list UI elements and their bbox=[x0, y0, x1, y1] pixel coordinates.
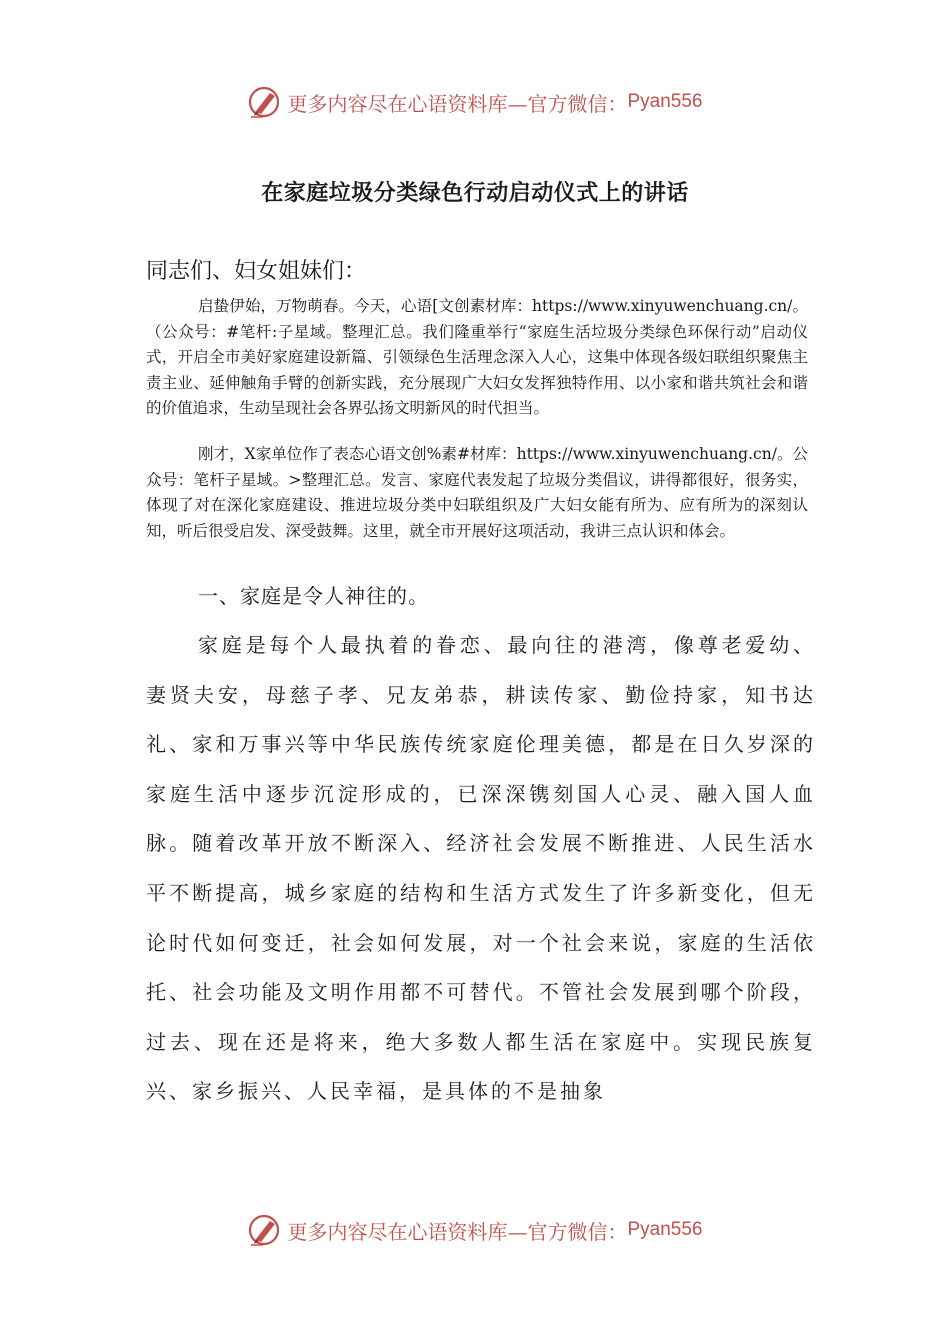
watermark-handle: Pyan556 bbox=[627, 1219, 703, 1240]
salutation: 同志们、妇女姐妹们： bbox=[146, 259, 367, 284]
section-heading: 一、家庭是令人神往的。 bbox=[198, 584, 429, 608]
watermark-banner-bottom bbox=[0, 1210, 950, 1250]
watermark-banner-top bbox=[0, 82, 950, 122]
watermark-text: 更多内容尽在心语资料库—官方微信： bbox=[287, 1219, 628, 1244]
body-paragraph: 家庭是每个人最执着的眷恋、最向往的港湾，像尊老爱幼、妻贤夫安，母慈子孝、兄友弟恭，耕读传家、勤俭持家，知书达礼、家和万事兴等中华民族传统家庭伦理美德，都是在日久岁深的家庭生活中逐步沉淀形成的，已深深镌刻国人心灵、融入国人血脉。随着改革开放不断深入、经济社会发展不断推进、人民生活水平不断提高，城乡家庭的结构和生活方式发生了许多新变化，但无论时代如何变迁，社会如何发展，对一个社会来说，家庭的生活依托、社会功能及文明作用都不可替代。不管社会发展到哪个阶段，过去、现在还是将来，绝大多数人都生活在家庭中。实现民族复兴、家乡振兴、人民幸福，是具体的不是抽象 bbox=[146, 633, 816, 1104]
intro-paragraph-1: 启蛰伊始，万物萌春。今天，心语[文创素材库：https://www.xinyuwenchuang.cn/。（公众号：#笔杆:子星域。整理汇总。我们隆重举行“家庭生活垃圾分类绿色环保行动”启动仪式，开启全市美好家庭建设新篇、引领绿色生活理念深入人心，这集中体现各级妇联组织聚焦主责主业、延伸触角手臂的创新实践，充分展现广大妇女发挥独特作用、以小家和谐共筑社会和谐的价值追求，生动呈现社会各界弘扬文明新风的时代担当。 bbox=[146, 297, 808, 417]
pen-nib-logo-icon bbox=[247, 1212, 283, 1248]
watermark-handle: Pyan556 bbox=[627, 91, 703, 112]
pen-nib-logo-icon bbox=[247, 84, 283, 120]
intro-paragraph-2: 刚才，X家单位作了表态心语文创%素#材库：https://www.xinyuwenchuang.cn/。公众号：笔杆子星域。>整理汇总。发言、家庭代表发起了垃圾分类倡议，讲得都很好，很务实，体现了对在深化家庭建设、推进垃圾分类中妇联组织及广大妇女能有所为、应有所为的深刻认知，听后很受启发、深受鼓舞。这里，就全市开展好这项活动，我讲三点认识和体会。 bbox=[146, 445, 808, 540]
watermark-text: 更多内容尽在心语资料库—官方微信： bbox=[287, 91, 628, 116]
document-title: 在家庭垃圾分类绿色行动启动仪式上的讲话 bbox=[261, 181, 689, 206]
